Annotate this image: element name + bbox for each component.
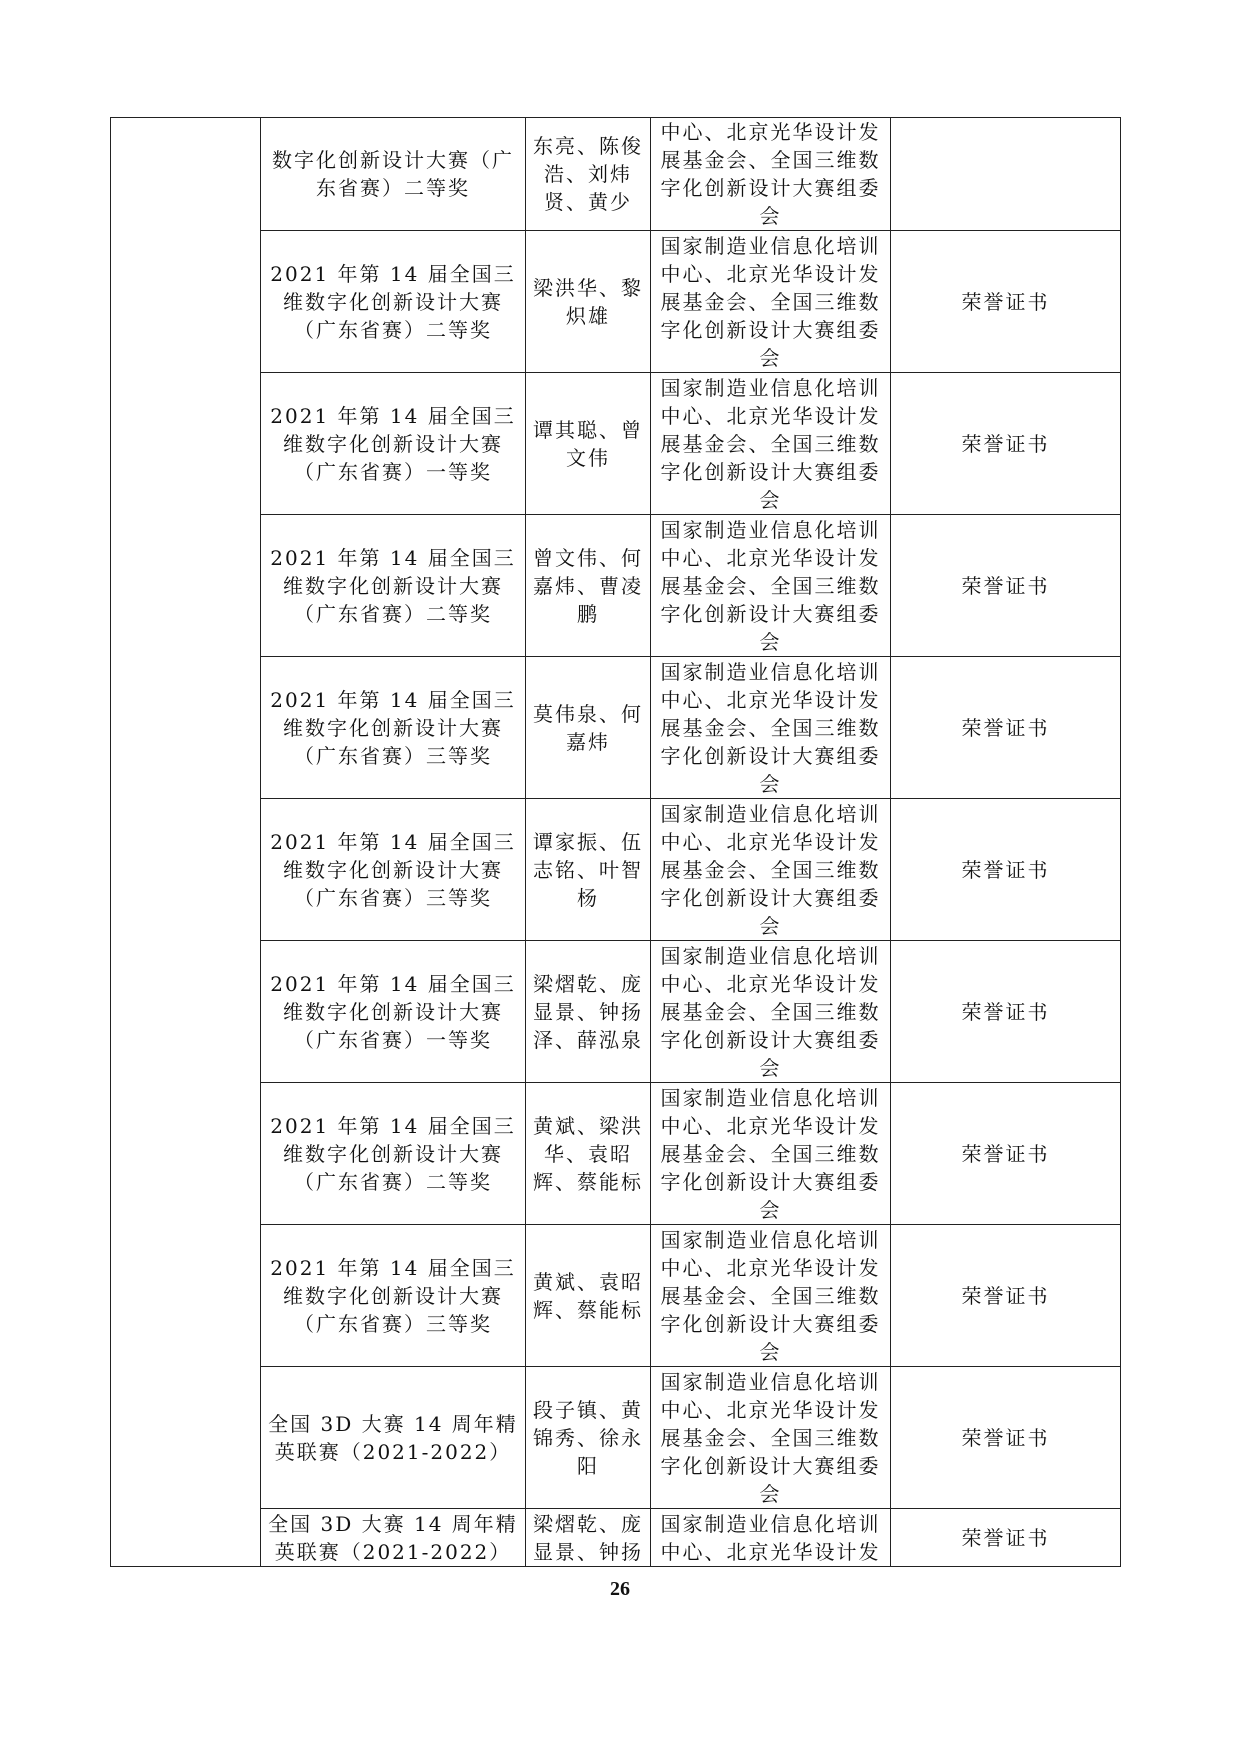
organizer-cell: 国家制造业信息化培训中心、北京光华设计发展基金会、全国三维数字化创新设计大赛组委会 <box>651 657 891 799</box>
members-cell: 曾文伟、何嘉炜、曹凌鹏 <box>526 515 651 657</box>
table-row <box>111 515 1121 657</box>
table-row <box>111 941 1121 1083</box>
table-row <box>111 373 1121 515</box>
certificate-cell: 荣誉证书 <box>891 1083 1121 1225</box>
competition-cell: 2021 年第 14 届全国三维数字化创新设计大赛（广东省赛）二等奖 <box>261 231 526 373</box>
members-cell: 谭家振、伍志铭、叶智杨 <box>526 799 651 941</box>
certificate-cell: 荣誉证书 <box>891 1509 1121 1567</box>
table-row <box>111 1225 1121 1367</box>
members-cell: 段子镇、黄锦秀、徐永阳 <box>526 1367 651 1509</box>
organizer-cell: 国家制造业信息化培训中心、北京光华设计发 <box>651 1509 891 1567</box>
table-row <box>111 799 1121 941</box>
members-cell: 黄斌、袁昭辉、蔡能标 <box>526 1225 651 1367</box>
certificate-cell: 荣誉证书 <box>891 657 1121 799</box>
competition-cell: 2021 年第 14 届全国三维数字化创新设计大赛（广东省赛）一等奖 <box>261 941 526 1083</box>
organizer-cell: 国家制造业信息化培训中心、北京光华设计发展基金会、全国三维数字化创新设计大赛组委会 <box>651 1225 891 1367</box>
awards-table <box>110 117 1121 1567</box>
members-cell: 梁熠乾、庞显景、钟扬泽、薛泓泉 <box>526 941 651 1083</box>
page-number: 26 <box>610 1578 630 1600</box>
organizer-cell: 国家制造业信息化培训中心、北京光华设计发展基金会、全国三维数字化创新设计大赛组委会 <box>651 515 891 657</box>
members-cell: 谭其聪、曾文伟 <box>526 373 651 515</box>
competition-cell: 2021 年第 14 届全国三维数字化创新设计大赛（广东省赛）二等奖 <box>261 1083 526 1225</box>
table-row <box>111 118 1121 231</box>
members-cell: 梁洪华、黎炽雄 <box>526 231 651 373</box>
table-row <box>111 1509 1121 1567</box>
organizer-cell: 国家制造业信息化培训中心、北京光华设计发展基金会、全国三维数字化创新设计大赛组委会 <box>651 373 891 515</box>
certificate-cell: 荣誉证书 <box>891 941 1121 1083</box>
table-row <box>111 1083 1121 1225</box>
certificate-cell: 荣誉证书 <box>891 799 1121 941</box>
competition-cell: 2021 年第 14 届全国三维数字化创新设计大赛（广东省赛）三等奖 <box>261 657 526 799</box>
competition-cell: 2021 年第 14 届全国三维数字化创新设计大赛（广东省赛）一等奖 <box>261 373 526 515</box>
category-cell <box>111 118 261 1567</box>
table-row <box>111 231 1121 373</box>
organizer-cell: 国家制造业信息化培训中心、北京光华设计发展基金会、全国三维数字化创新设计大赛组委会 <box>651 231 891 373</box>
certificate-cell: 荣誉证书 <box>891 231 1121 373</box>
organizer-cell: 国家制造业信息化培训中心、北京光华设计发展基金会、全国三维数字化创新设计大赛组委会 <box>651 941 891 1083</box>
table-row <box>111 657 1121 799</box>
competition-cell: 2021 年第 14 届全国三维数字化创新设计大赛（广东省赛）三等奖 <box>261 1225 526 1367</box>
members-cell: 梁熠乾、庞显景、钟扬 <box>526 1509 651 1567</box>
organizer-cell: 国家制造业信息化培训中心、北京光华设计发展基金会、全国三维数字化创新设计大赛组委会 <box>651 1367 891 1509</box>
organizer-cell: 国家制造业信息化培训中心、北京光华设计发展基金会、全国三维数字化创新设计大赛组委会 <box>651 1083 891 1225</box>
competition-cell: 全国 3D 大赛 14 周年精英联赛（2021-2022） <box>261 1509 526 1567</box>
organizer-cell: 中心、北京光华设计发展基金会、全国三维数字化创新设计大赛组委会 <box>651 118 891 231</box>
certificate-cell: 荣誉证书 <box>891 1225 1121 1367</box>
certificate-cell <box>891 118 1121 231</box>
competition-cell: 2021 年第 14 届全国三维数字化创新设计大赛（广东省赛）二等奖 <box>261 515 526 657</box>
members-cell: 东亮、陈俊浩、刘炜贤、黄少 <box>526 118 651 231</box>
members-cell: 黄斌、梁洪华、袁昭辉、蔡能标 <box>526 1083 651 1225</box>
table-row <box>111 1367 1121 1509</box>
certificate-cell: 荣誉证书 <box>891 373 1121 515</box>
competition-cell: 2021 年第 14 届全国三维数字化创新设计大赛（广东省赛）三等奖 <box>261 799 526 941</box>
certificate-cell: 荣誉证书 <box>891 515 1121 657</box>
competition-cell: 数字化创新设计大赛（广东省赛）二等奖 <box>261 118 526 231</box>
members-cell: 莫伟泉、何嘉炜 <box>526 657 651 799</box>
competition-cell: 全国 3D 大赛 14 周年精英联赛（2021-2022） <box>261 1367 526 1509</box>
certificate-cell: 荣誉证书 <box>891 1367 1121 1509</box>
organizer-cell: 国家制造业信息化培训中心、北京光华设计发展基金会、全国三维数字化创新设计大赛组委会 <box>651 799 891 941</box>
